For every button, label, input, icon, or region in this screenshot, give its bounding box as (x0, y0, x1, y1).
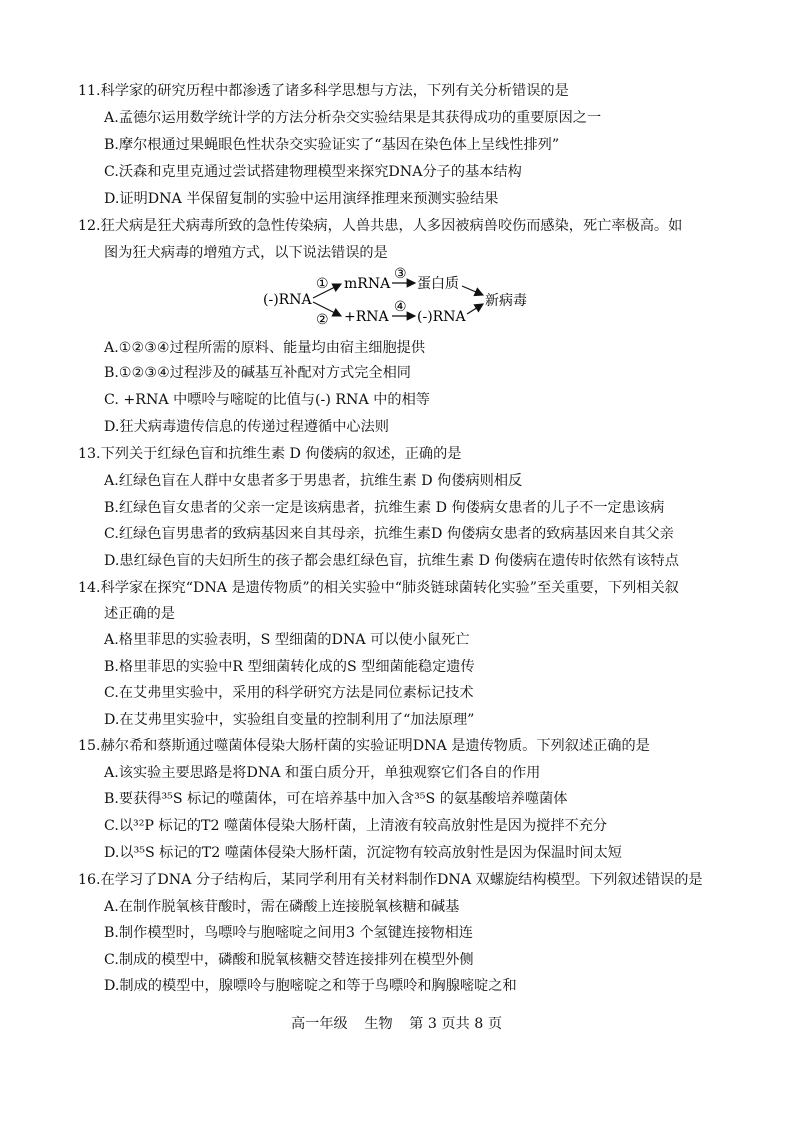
question-15-stem: 15.赫尔希和蔡斯通过噬菌体侵染大肠杆菌的实验证明DNA 是遗传物质。下列叙述正确的是 (78, 738, 650, 754)
question-15-option-b: B.要获得³⁵S 标记的噬菌体，可在培养基中加入含³⁵S 的氨基酸培养噬菌体 (104, 791, 568, 807)
diagram-start-label: (-)RNA (263, 292, 312, 308)
question-13-option-c: C.红绿色盲男患者的致病基因来自其母亲，抗维生素D 佝偻病女患者的致病基因来自其父亲 (104, 526, 674, 542)
question-16-option-d: D.制成的模型中，腺嘌呤与胞嘧啶之和等于鸟嘌呤和胸腺嘧啶之和 (104, 978, 517, 994)
question-11-option-b: B.摩尔根通过果蝇眼色性状杂交实验证实了“基因在染色体上呈线性排列” (104, 137, 560, 153)
mrna-label: mRNA (344, 276, 391, 292)
footer-subject: 生物 (364, 1016, 393, 1032)
page-footer (0, 1013, 793, 1033)
question-13-option-b: B.红绿色盲女患者的父亲一定是该病患者，抗维生素 D 佝偻病女患者的儿子不一定患该病 (104, 500, 665, 516)
question-12-stem: 12.狂犬病是狂犬病毒所致的急性传染病，人兽共患，人多因被病兽咬伤而感染，死亡率极高。如 (78, 218, 683, 234)
question-12-option-c: C. +RNA 中嘌呤与嘧啶的比值与(-) RNA 中的相等 (104, 392, 430, 408)
question-14-option-d: D.在艾弗里实验中，实验组自变量的控制利用了“加法原理” (104, 712, 475, 728)
question-12-option-b: B.①②③④过程涉及的碱基互补配对方式完全相同 (104, 365, 411, 381)
question-11-stem: 11.科学家的研究历程中都渗透了诸多科学思想与方法，下列有关分析错误的是 (78, 83, 569, 99)
question-15-option-d: D.以³⁵S 标记的T2 噬菌体侵染大肠杆菌，沉淀物有较高放射性是因为保温时间太短 (104, 845, 622, 861)
question-14-option-c: C.在艾弗里实验中，采用的科学研究方法是同位素标记技术 (104, 685, 474, 701)
rabies-virus-replication-diagram (255, 266, 575, 334)
question-11-option-a: A.孟德尔运用数学统计学的方法分析杂交实验结果是其获得成功的重要原因之一 (104, 110, 602, 126)
minus-rna-label: (-)RNA (417, 309, 466, 325)
question-14-option-b: B.格里菲思的实验中R 型细菌转化成的S 型细菌能稳定遗传 (104, 659, 475, 675)
step3-label: ③ (394, 266, 407, 282)
question-13-option-a: A.红绿色盲在人群中女患者多于男患者，抗维生素 D 佝偻病则相反 (104, 473, 523, 489)
question-13-stem: 13.下列关于红绿色盲和抗维生素 D 佝偻病的叙述，正确的是 (78, 446, 462, 462)
question-15-option-a: A.该实验主要思路是将DNA 和蛋白质分开，单独观察它们各自的作用 (104, 765, 541, 781)
question-16-stem: 16.在学习了DNA 分子结构后，某同学利用有关材料制作DNA 双螺旋结构模型。下列叙述错误的是 (78, 872, 703, 888)
question-14-stem: 14.科学家在探究“DNA 是遗传物质”的相关实验中“肺炎链球菌转化实验”至关重要，下列相关叙 (78, 580, 679, 596)
question-12-option-a: A.①②③④过程所需的原料、能量均由宿主细胞提供 (104, 340, 426, 356)
question-16-option-c: C.制成的模型中，磷酸和脱氧核糖交替连接排列在模型外侧 (104, 952, 474, 968)
footer-page-number: 第 3 页共 8 页 (409, 1016, 503, 1032)
footer-grade: 高一年级 (290, 1016, 348, 1032)
step4-label: ④ (394, 299, 407, 315)
question-16-option-a: A.在制作脱氧核苷酸时，需在磷酸上连接脱氧核糖和碱基 (104, 899, 460, 915)
question-12-stem-cont: 图为狂犬病毒的增殖方式，以下说法错误的是 (104, 245, 388, 261)
arrow-protein-to-virus (462, 286, 483, 295)
step1-label: ① (316, 276, 329, 292)
question-13-option-d: D.患红绿色盲的夫妇所生的孩子都会患红绿色盲，抗维生素 D 佝偻病在遗传时依然有该特点 (104, 553, 679, 569)
step2-label: ② (316, 312, 329, 328)
question-14-option-a: A.格里菲思的实验表明，S 型细菌的DNA 可以使小鼠死亡 (104, 632, 470, 648)
question-11-option-c: C.沃森和克里克通过尝试搭建物理模型来探究DNA分子的基本结构 (104, 164, 522, 180)
plus-rna-label: +RNA (344, 309, 389, 325)
question-12-option-d: D.狂犬病毒遗传信息的传递过程遵循中心法则 (104, 419, 389, 435)
question-11-option-d: D.证明DNA 半保留复制的实验中运用演绎推理来预测实验结果 (104, 191, 499, 207)
question-14-stem-cont: 述正确的是 (104, 606, 175, 622)
arrow-rna-to-virus (467, 304, 483, 314)
question-15-option-c: C.以³²P 标记的T2 噬菌体侵染大肠杆菌，上清液有较高放射性是因为搅拌不充分 (104, 818, 608, 834)
protein-label: 蛋白质 (417, 276, 459, 292)
new-virus-label: 新病毒 (485, 293, 527, 309)
question-16-option-b: B.制作模型时，鸟嘌呤与胞嘧啶之间用3 个氢键连接物相连 (104, 925, 473, 941)
